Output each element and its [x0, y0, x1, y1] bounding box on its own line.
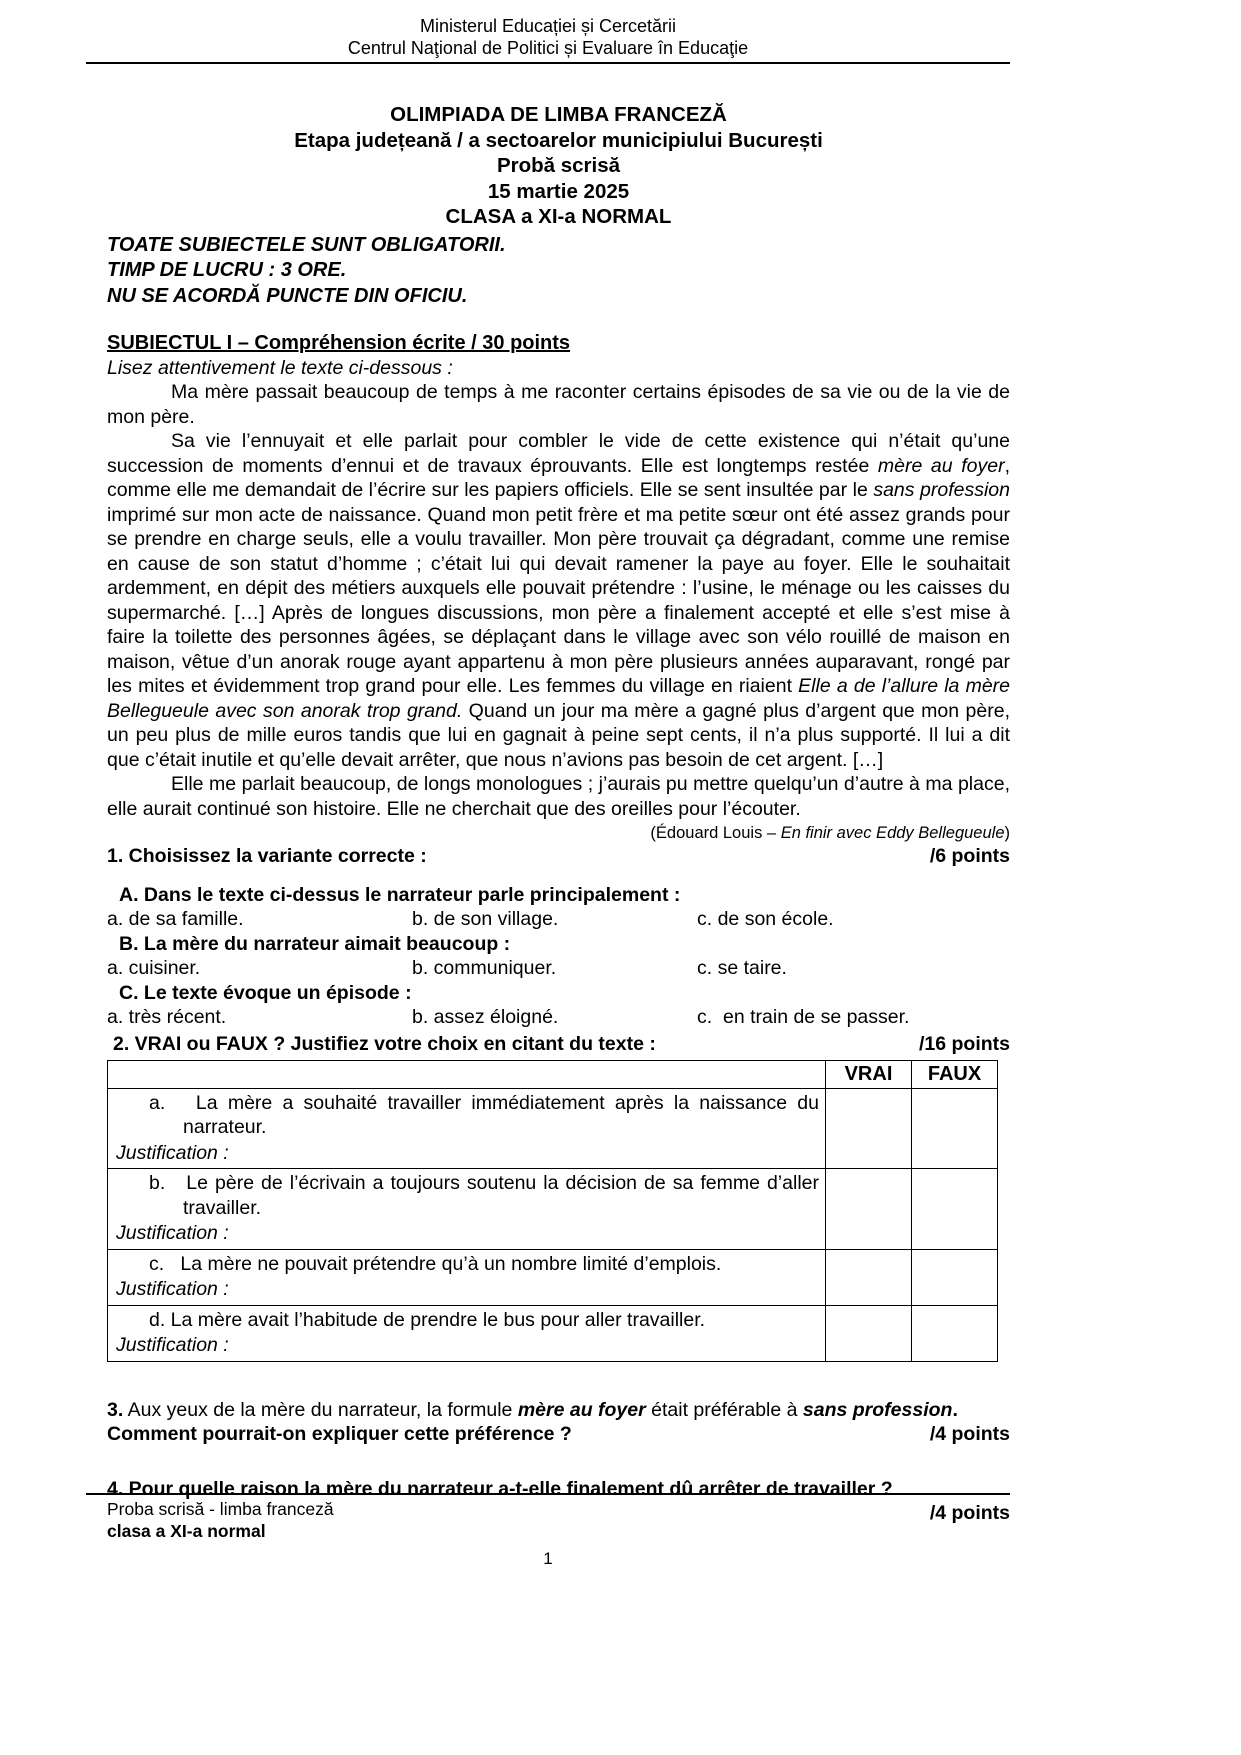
qcm-c-option-c: c. en train de se passer. — [697, 1006, 910, 1028]
footer-exam-name: Proba scrisă - limba franceză — [107, 1499, 334, 1519]
question3-line1: 3. Aux yeux de la mère du narrateur, la formule mère au foyer était préférable à sans profession. — [107, 1398, 958, 1421]
center-name: Centrul Naţional de Politici și Evaluare în Educaţie — [347, 37, 749, 58]
ministry-name: Ministerul Educației și Cercetării — [419, 16, 677, 36]
exam-date: 15 martie 2025 — [487, 179, 630, 203]
qcm-item-c-heading: C. Le texte évoque un épisode : — [119, 981, 412, 1004]
vrai-cell-a — [826, 1088, 912, 1169]
qcm-b-option-b: b. communiquer. — [412, 957, 557, 979]
qcm-b-option-a: a. cuisiner. — [107, 957, 201, 979]
vrai-cell-c — [826, 1249, 912, 1305]
vrai-faux-table — [107, 1060, 998, 1362]
subject1-heading: SUBIECTUL I – Compréhension écrite / 30 points — [107, 332, 571, 354]
table-row-b — [108, 1169, 998, 1250]
notices-block — [107, 233, 1010, 310]
faux-cell-b — [912, 1169, 998, 1250]
footer-class: clasa a XI-a normal — [107, 1521, 266, 1541]
justification-label-c: Justification : — [116, 1278, 229, 1300]
question3-block — [107, 1398, 1010, 1447]
table-row-d — [108, 1305, 998, 1361]
statement-d: d. La mère avait l’habitude de prendre le bus pour aller travailler. — [149, 1308, 706, 1331]
statement-c: c. La mère ne pouvait prétendre qu’à un nombre limité d’emplois. — [149, 1252, 722, 1275]
vrai-cell-d — [826, 1305, 912, 1361]
qcm-a-option-b: b. de son village. — [412, 908, 559, 930]
question4-label: 4. Pour quelle raison la mère du narrateur a-t-elle finalement dû arrêter de travailler ? — [107, 1477, 893, 1500]
page-number: 1 — [543, 1549, 553, 1568]
statement-a: a. La mère a souhaité travailler immédiatement après la naissance du narrateur. — [149, 1091, 819, 1138]
qcm-c-option-a: a. très récent. — [107, 1006, 227, 1028]
question1-points: /6 points — [929, 845, 1010, 867]
question1-row — [107, 844, 1010, 869]
multiple-choice-block — [107, 883, 1010, 1030]
justification-label-a: Justification : — [116, 1141, 229, 1164]
text-attribution: (Édouard Louis – En finir avec Eddy Bellegueule) — [650, 824, 1010, 842]
question2-points: /16 points — [918, 1032, 1010, 1055]
faux-column-header: FAUX — [912, 1061, 998, 1089]
olympiad-title: OLIMPIADA DE LIMBA FRANCEZĂ — [390, 103, 727, 126]
faux-cell-d — [912, 1305, 998, 1361]
document-header — [86, 0, 1010, 64]
qcm-a-option-a: a. de sa famille. — [107, 908, 244, 930]
vrai-cell-b — [826, 1169, 912, 1250]
table-row-c — [108, 1249, 998, 1305]
question2-label: 2. VRAI ou FAUX ? Justifiez votre choix en citant du texte : — [113, 1032, 656, 1055]
qcm-item-a-heading: A. Dans le texte ci-dessus le narrateur parle principalement : — [119, 883, 681, 906]
qcm-item-a — [107, 883, 1010, 932]
faux-cell-a — [912, 1088, 998, 1169]
justification-label-b: Justification : — [116, 1222, 229, 1244]
qcm-item-b-heading: B. La mère du narrateur aimait beaucoup : — [119, 932, 511, 955]
justification-label-d: Justification : — [116, 1334, 229, 1356]
notice-time: TIMP DE LUCRU : 3 ORE. — [107, 259, 347, 281]
vrai-column-header: VRAI — [826, 1061, 912, 1089]
reading-instruction: Lisez attentivement le texte ci-dessous : — [107, 356, 453, 379]
exam-type-line: Probă scrisă — [496, 154, 621, 177]
question3-points: /4 points — [929, 1423, 1010, 1445]
question3-line2-row — [107, 1422, 1010, 1447]
table-row-a — [108, 1088, 998, 1169]
question2-row — [107, 1032, 1010, 1057]
statement-b: b. Le père de l’écrivain a toujours soutenu la décision de sa femme d’aller travailler. — [149, 1172, 819, 1219]
text-paragraph-3: Elle me parlait beaucoup, de longs monologues ; j’aurais pu mettre quelqu’un d’autre à ma place, elle aurait continué son histoire. Elle ne cherchait que des oreilles pour l’écouter. — [107, 773, 1010, 820]
qcm-item-b — [107, 932, 1010, 981]
class-line: CLASA a XI-a NORMAL — [445, 205, 672, 228]
qcm-b-option-c: c. se taire. — [697, 957, 787, 979]
notice-points: NU SE ACORDĂ PUNCTE DIN OFICIU. — [107, 284, 468, 307]
empty-header-cell — [108, 1061, 826, 1089]
question1-label: 1. Choisissez la variante correcte : — [107, 845, 427, 867]
faux-cell-c — [912, 1249, 998, 1305]
table-header-row — [108, 1061, 998, 1089]
question3-line2: Comment pourrait-on expliquer cette préférence ? — [107, 1423, 572, 1445]
question4-points: /4 points — [929, 1502, 1010, 1524]
document-footer — [86, 1493, 1010, 1570]
text-paragraph-2: Sa vie l’ennuyait et elle parlait pour combler le vide de cette existence qui n’était qu’une succession de moments d’ennui et de travaux éprouvants. Elle est longtemps restée mère au foyer, comme elle me demandait de l’écrire sur les papiers officiels. Elle se sent insultée par le sans profession imprimé sur mon acte de naissance. Quand mon petit frère et ma petite sœur ont été assez grands pour se prendre en charge seuls, elle a voulu travailler. Mon père trouvait ça dégradant, comme une remise en cause de son statut d’homme ; c’était lui qui devait ramener la paye au foyer. Elle le souhaitait ardemment, en dépit des métiers auxquels elle pouvait prétendre : l’usine, le ménage ou les caisses du supermarché. […] Après de longues discussions, mon père a finalement accepté et elle s’est mise à faire la toilette des personnes âgées, se déplaçant dans le village avec son vélo rouillé de maison en maison, vêtue d’un anorak rouge ayant appartenu à mon père plusieurs années auparavant, rongé par les mites et évidemment trop grand pour elle. Les femmes du village en riaient Elle a de l’allure la mère Bellegueule avec son anorak trop grand. Quand un jour ma mère a gagné plus d’argent que mon père, un peu plus de mille euros tandis que lui en gagnait à peine sept cents, il n’a plus supporté. Il lui a dit que c’était inutile et qu’elle devait arrêter, que nous n’avions pas besoin de cet argent. […] — [107, 430, 1010, 771]
text-paragraph-1: Ma mère passait beaucoup de temps à me raconter certains épisodes de sa vie ou de la vie de mon père. — [107, 381, 1010, 428]
qcm-a-option-c: c. de son école. — [697, 908, 834, 930]
title-block — [107, 102, 1010, 230]
qcm-item-c — [107, 981, 1010, 1030]
stage-line: Etapa județeană / a sectoarelor municipiului București — [294, 128, 823, 152]
qcm-c-option-b: b. assez éloigné. — [412, 1006, 559, 1028]
notice-mandatory: TOATE SUBIECTELE SUNT OBLIGATORII. — [107, 233, 506, 256]
